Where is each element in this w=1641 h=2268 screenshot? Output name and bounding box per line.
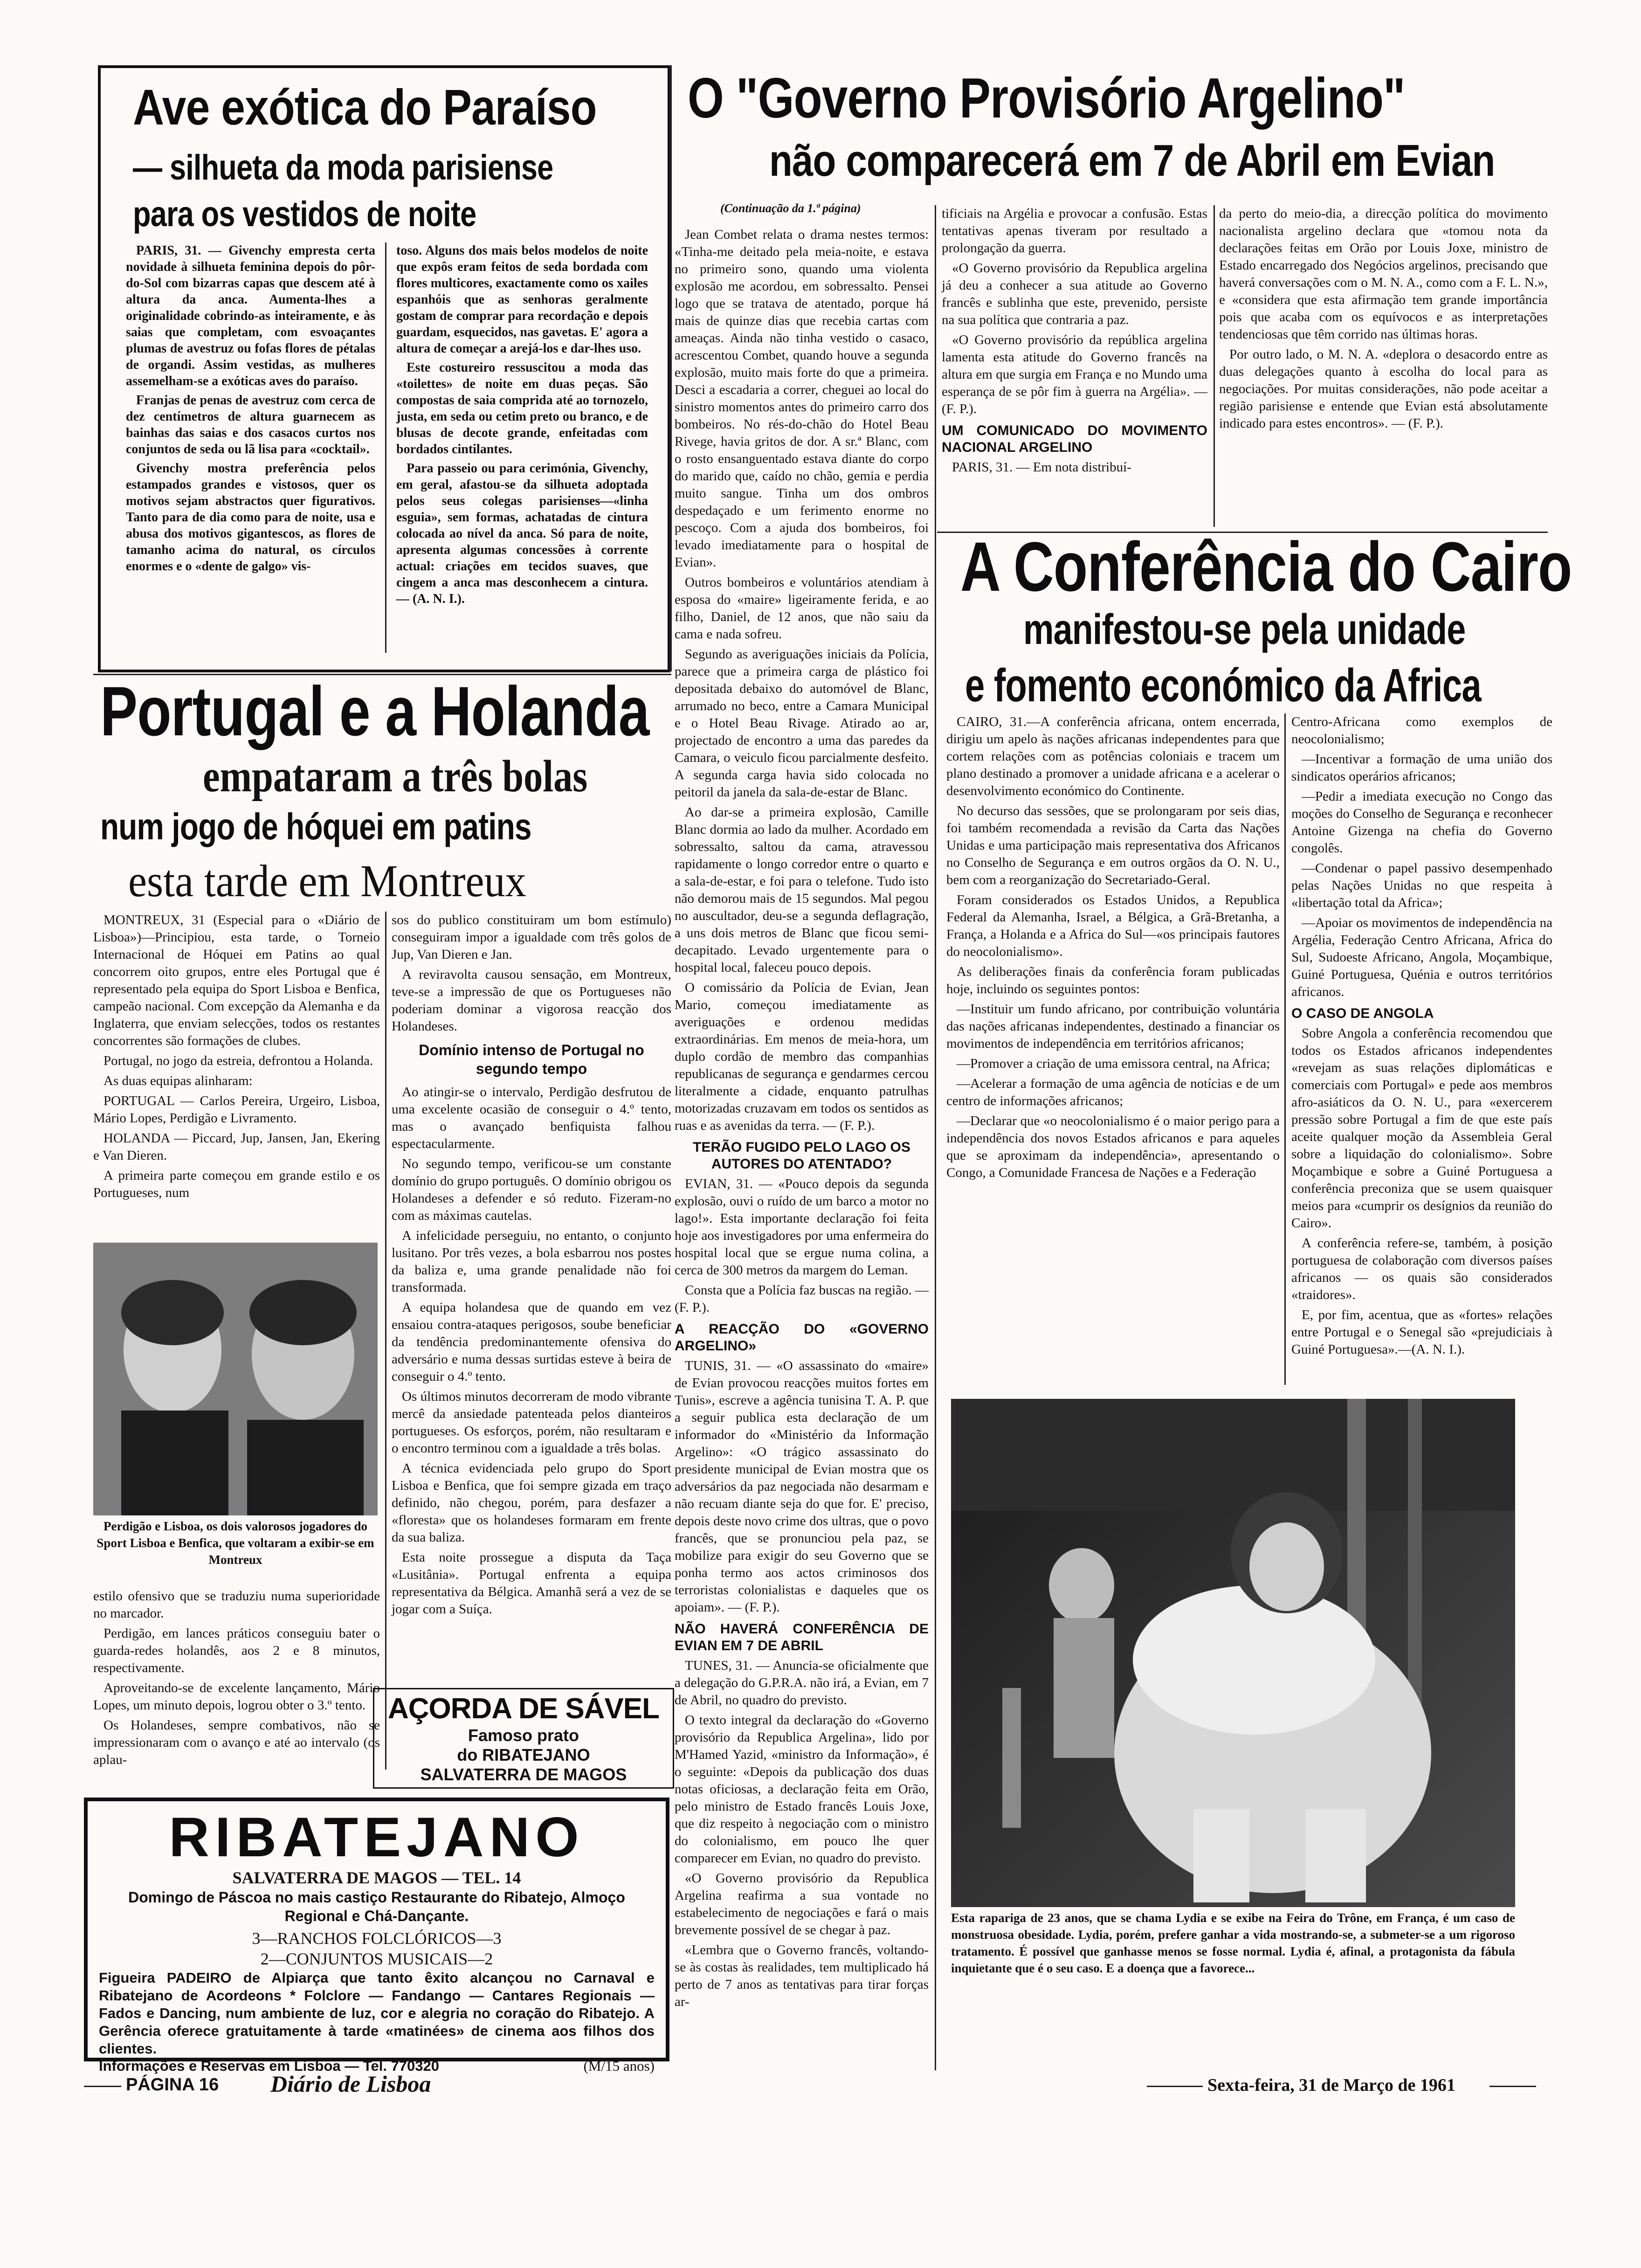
ave-subtitle: — silhueta da moda parisiense para os vestidos de noite [133, 148, 553, 234]
cairo-paragraph: —Declarar que «o neocolonialismo é o maior perigo para a independência dos novos Estados africanos e para aqueles que se aproximam da independência», apresentando o Congo, a Comunidade Francesa de Nações e a Federação [946, 1113, 1280, 1180]
ribatejano-ad-line: 2—CONJUNTOS MUSICAIS—2 [260, 1950, 493, 1968]
hockey-paragraph: Aproveitando-se de excelente lançamento, Mário Lopes, um minuto depois, logrou obter o 3.º tento. [93, 1680, 380, 1713]
cairo-paragraph: —Acelerar a formação de uma agência de notícias e de um centro de informações africanos; [946, 1076, 1280, 1108]
governo-paragraph: «O Governo provisório da Republica Argelina reafirma a sua vontade no estabelecimento de negociações e fará o mais brevemente possível de se chegar à paz. [675, 1871, 929, 1937]
governo-subhead: NÃO HAVERÁ CONFERÊNCIA DE EVIAN EM 7 DE ABRIL [675, 1621, 929, 1653]
hockey-column-1b [93, 1588, 380, 1771]
ribatejano-ad-line: Domingo de Páscoa no mais castiço Restaurante do Ribatejo, Almoço Regional e Chá-Dançante. [128, 1889, 625, 1924]
lydia-caption: Esta rapariga de 23 anos, que se chama Lydia e se exibe na Feira do Trône, em França, é um caso de monstruosa obesidade. Lydia, porém, prefere ganhar a vida mostrando-se, a submeter-se a um rigoroso tratamento. É possível que ganhasse menos se fosse normal. Lydia é, afinal, a protagonista da fábula inquietante que é o seu caso. E a doença que a favorece... [951, 1911, 1515, 1975]
acorda-ad-line: SALVATERRA DE MAGOS [420, 1765, 627, 1784]
footer-rule [84, 2086, 121, 2087]
cairo-title: A Conferência do Cairo [960, 527, 1572, 606]
cairo-paragraph: —Pedir a imediata execução no Congo das moções do Conselho de Segurança e reconhecer Antoine Gizenga na chefia do Governo congolês. [1291, 789, 1552, 856]
cairo-paragraph: Sobre Angola a conferência recomendou que todos os Estados africanos independentes «revejam as suas relações diplomáticas e comerciais com Portugal» e pede aos membros afro-asiáticos da O. N. U., para «exercerem pressão sobre Portugal a fim de que este país aceite qualquer moção da Assembleia Geral sobre a liquidação do colonialismo». Sobre Moçambique e sobre a Guiné Portuguesa a conferência preconiza que se usem quaisquer meios para «cumprir os desígnios da reunião do Cairo». [1291, 1026, 1552, 1231]
ribatejano-ad [84, 1798, 669, 2074]
governo-paragraph: tificiais na Argélia e provocar a confusão. Estas tentativas apenas tiveram por resultado a prolongação da guerra. [942, 206, 1207, 256]
column-rule [1214, 205, 1215, 527]
column-rule [935, 205, 936, 2070]
hockey-paragraph: Os últimos minutos decorreram de modo vibrante mercê da ansiedade patenteada pelos dianteiros portugueses. Os esforços, porém, não resultaram e o encontro terminou com a igualdade a três bolas. [392, 1389, 671, 1456]
hockey-paragraph: A reviravolta causou sensação, em Montreux, teve-se a impressão de que os Portugueses não poderiam dominar a vigorosa reacção dos Holandeses. [392, 967, 671, 1034]
governo-paragraph: TUNES, 31. — Anuncia-se oficialmente que a delegação do G.P.R.A. não irá, a Evian, em 7 de Abril, no quadro do previsto. [675, 1658, 929, 1708]
governo-paragraph: Por outro lado, o M. N. A. «deplora o desacordo entre as duas delegações quanto à escolha do local para as negociações. Por muitas considerações, não pode aceitar a região parisiense e entende que Evian está absolutamente indicado para estes encontros». — (F. P.). [1219, 347, 1548, 431]
governo-subhead: TERÃO FUGIDO PELO LAGO OS AUTORES DO ATENTADO? [693, 1140, 910, 1172]
hockey-paragraph: estilo ofensivo que se traduziu numa superioridade no marcador. [93, 1589, 380, 1621]
governo-paragraph: «O Governo provisório da Republica argelina já deu a conhecer a sua atitude ao Governo francês e sublinha que este, prevenido, persiste na sua política que contraria a paz. [942, 261, 1207, 327]
governo-paragraph: O comissário da Polícia de Evian, Jean Mario, começou imediatamente as averiguações e ordenou medidas extraordinárias. Em menos de meia-hora, um duplo cordão de membro das companhias republicanas de segurança e gendarmes cercou literalmente a cidade, enquanto patrulhas motorizadas cruzavam em todos os sentidos as ruas e as avenidas da terra. — (F. P.). [675, 980, 929, 1133]
cairo-paragraph: CAIRO, 31.—A conferência africana, ontem encerrada, dirigiu um apelo às nações africanas independentes para que cortem relações com as potências coloniais e tracem um plano destinado a promover a unidade africana e a acelerar o desenvolvimento económico do Continente. [946, 714, 1280, 798]
hockey-paragraph: A infelicidade perseguiu, no entanto, o conjunto lusitano. Por três vezes, a bola esbarrou nos postes da baliza e, uma grande penalidade não foi transformada. [392, 1228, 671, 1295]
hockey-title: Portugal e a Holanda [100, 672, 649, 750]
cairo-paragraph: —Promover a criação de uma emissora central, na Africa; [957, 1056, 1270, 1071]
cairo-paragraph: —Instituir um fundo africano, por contribuição voluntária das nações africanas independentes, destinado a financiar os movimentos de independência em territórios africanos; [946, 1002, 1280, 1051]
governo-paragraph: Consta que a Polícia faz buscas na região. — (F. P.). [675, 1283, 929, 1315]
ave-paragraph: toso. Alguns dos mais belos modelos de noite que expôs eram feitos de seda bordada com flores multicores, exactamente como os xailes espanhóis que as senhoras geralmente gostam de comprar para recordação e depois guardam, esquecidos, nas gavetas. E' agora a altura de começar a arejá-los e dar-lhes uso. [396, 243, 648, 356]
hockey-column-2 [392, 912, 671, 1621]
hockey-sub-2: num jogo de hóquei em patins [100, 806, 531, 847]
ave-paragraph: Este costureiro ressuscitou a moda das «toilettes» de noite em duas peças. São compostas de saia comprida até ao tornozelo, justa, em seda ou cetim preto ou branco, e de blusas de decote grande, enfeitadas com bordados cintilantes. [396, 360, 648, 456]
governo-subhead: A REACÇÃO DO «GOVERNO ARGELINO» [675, 1321, 929, 1354]
ribatejano-ad-line: Figueira PADEIRO de Alpiarça que tanto êxito alcançou no Carnaval e Ribatejano de Acordeons * Folclore — Fandango — Cantares Regionais — Fados e Dancing, num ambiente de luz, cor e alegria no coração do Ribatejo. A Gerência oferece gratuitamente à tarde «matinées» de cinema aos filhos dos clientes. [99, 1970, 655, 2057]
governo-paragraph: «Lembra que o Governo francês, voltando-se às costas às realidades, tem multiplicado há perto de 7 anos as tentativas para tirar forças ar- [675, 1943, 929, 2009]
column-rule [385, 242, 386, 653]
governo-paragraph: da perto do meio-dia, a direcção política do movimento nacionalista argelino declara que «tomou nota da declarações feitas em Orão por Louis Joxe, ministro de Estado encarregado dos Negócios argelinos, precisando que haverá conversações com o M. N. A., como com a F. L. N.», e «considera que esta afirmação tem grande importância pois que acaba com os equívocos e as interpretações tendenciosas que têm corrido nas últimas horas. [1219, 206, 1548, 342]
ribatejano-ad-line: 3—RANCHOS FOLCLÓRICOS—3 [252, 1929, 502, 1948]
governo-column-2 [942, 205, 1207, 479]
cairo-subhead: O CASO DE ANGOLA [1291, 1006, 1434, 1021]
cairo-paragraph: E, por fim, acentua, que as «fortes» relações entre Portugal e o Senegal são «prejudiciais à Guiné Portuguesa».—(A. N. I.). [1291, 1307, 1552, 1357]
column-rule [669, 65, 672, 671]
hockey-sub-1: empataram a três bolas [203, 751, 588, 802]
hockey-paragraph: A equipa holandesa que de quando em vez ensaiou contra-ataques perigosos, soube beneficiar da tendência predominantemente ofensiva do adversário e numa dessas surtidas esteve à beira de conseguir o 4.º tento. [392, 1300, 671, 1384]
column-rule [1284, 713, 1286, 1385]
acorda-ad-line: do RIBATEJANO [457, 1745, 590, 1764]
governo-continuation: (Continuação da 1.ª página) [720, 201, 861, 215]
cairo-paragraph: A conferência refere-se, também, à posição portuguesa de colaboração com diversos países africanos — os quais são considerados «traidores». [1291, 1236, 1552, 1302]
governo-paragraph: Ao dar-se a primeira explosão, Camille Blanc dormia ao lado da mulher. Acordado em sobressalto, saltou da cama, atravessou rapidamente o longo corredor entre o quarto e a sala-de-estar, e foi para o telefone. Tudo isto não demorou mais de 15 segundos. Mal pegou no auscultador, deu-se a segunda deflagração, a uns dois metros de Blanc que ficou semi-decapitado. Levado urgentemente para o hospital local, faleceu pouco depois. [675, 805, 929, 975]
governo-paragraph: Outros bombeiros e voluntários atendiam à esposa do «maire» ligeiramente ferida, e ao filho, Daniel, de 12 anos, que não saiu da cama e nada sofreu. [675, 575, 929, 642]
ave-column-1 [126, 242, 375, 577]
footer-rule [1489, 2086, 1536, 2087]
cairo-paragraph: —Incentivar a formação de uma união dos sindicatos operários africanos; [1291, 752, 1552, 784]
ave-paragraph: Franjas de penas de avestruz com cerca de dez centímetros de altura guarnecem as bainhas das saias e dos casacos curtos nos conjuntos de seda ou lã lisa para «cocktail». [126, 393, 375, 456]
ave-paragraph: PARIS, 31. — Givenchy empresta certa novidade à silhueta feminina depois do pôr-do-Sol com bizarras capas que descem até à altura da anca. Aumenta-lhes a originalidade cobrindo-as inteiramente, e às saias que completam, com esvoaçantes plumas de avestruz ou fofas flores de pétalas de organdi. Assim vestidas, as mulheres assemelham-se a exóticas aves do paraíso. [126, 243, 375, 388]
acorda-ad [373, 1688, 674, 1789]
governo-title: O "Governo Provisório Argelino" [688, 66, 1405, 130]
ribatejano-ad-line: SALVATERRA DE MAGOS — TEL. 14 [232, 1868, 521, 1887]
ribatejano-ad-title: RIBATEJANO [169, 1806, 585, 1868]
governo-paragraph: EVIAN, 31. — «Pouco depois da segunda explosão, ouvi o ruído de um barco a motor no lago!». Esta importante declaração foi feita hoje aos investigadores por uma enfermeira do hospital local que se ergue numa colina, a cerca de 300 metros da margem do Leman. [675, 1176, 929, 1278]
hockey-players-photo [93, 1243, 378, 1515]
hockey-sub-3: esta tarde em Montreux [128, 856, 526, 906]
hockey-paragraph: sos do publico constituiram um bom estímulo) conseguiram impor a igualdade com três golos de Jup, Van Dieren e Jan. [392, 913, 671, 962]
cairo-paragraph: No decurso das sessões, que se prolongaram por seis dias, foi também recomendada a revisão da Carta das Nações Unidas e uma participação mais representativa dos Africanos no Conselho de Segurança e em outros orgãos da O. N. U., bem com a reorganização do Secretariado-Geral. [946, 803, 1280, 887]
governo-paragraph: TUNIS, 31. — «O assassinato do «maire» de Evian provocou reacções muitos fortes em Tunis», escreve a agência tunisina T. A. P. que a seguir publica esta declaração de um informador do «Ministério da Informação Argelino»: «O trágico assassinato do presidente municipal de Evian mostra que os adversários da paz negociada não desarmam e não recuam diante seja do que for. E' preciso, depois deste novo crime dos ultras, que o povo francês, que se pronunciou pela paz, se mobilize para exigir do seu Governo que se ponha termo aos actos criminosos dos terroristas colonialistas e daqueles que os apoiam». — (F. P.). [675, 1358, 929, 1615]
governo-paragraph: PARIS, 31. — Em nota distribuí- [952, 460, 1131, 475]
cairo-paragraph: —Condenar o papel passivo desempenhado pelas Nações Unidas no que respeita à «libertação total da Africa»; [1291, 861, 1552, 910]
governo-paragraph: «O Governo provisório da república argelina lamenta esta atitude do Governo francês na altura em que surgia em França e no Mundo uma esperança de se pôr fim à guerra na Argélia». — (F. P.). [942, 332, 1207, 416]
governo-subtitle: não comparecerá em 7 de Abril em Evian [769, 136, 1495, 186]
hockey-paragraph: HOLANDA — Piccard, Jup, Jansen, Jan, Ekering e Van Dieren. [93, 1131, 380, 1163]
footer-rule [1147, 2086, 1203, 2087]
governo-paragraph: Segundo as averiguações iniciais da Polícia, parece que a primeira carga de plástico foi depositada debaixo do automóvel de Blanc, arrumado no beco, entre a Camara Municipal e o Hotel Beau Rivage. Atirado ao ar, projectado de encontro a uma das paredes da Camara, o veiculo ficou parcialmente desfeito. A segunda carga havia sido colocada no peitoril da janela da sala-de-estar de Blanc. [675, 647, 929, 800]
governo-column-1 [675, 226, 929, 2013]
cairo-paragraph: —Apoiar os movimentos de independência na Argélia, Federação Centro Africana, Africa do Sul, Sudoeste Africano, Angola, Moçambique, Guiné Portuguesa, Quénia e outros territórios africanos. [1291, 915, 1552, 999]
hockey-paragraph: Portugal, no jogo da estreia, defrontou a Holanda. [103, 1053, 373, 1068]
governo-column-3 [1219, 205, 1548, 435]
governo-paragraph: Jean Combet relata o drama nestes termos: «Tinha-me deitado pela meia-noite, e estava no primeiro sono, quando uma violenta explosão me acordou, em sobressalto. Pensei logo que se tratava de atentado, porque há mais de quinze dias que recebia cartas com ameaças. Ainda não tinha vestido o casaco, acrescentou Combet, quando houve a segunda explosão, muito mais forte do que a primeira. Desci a escadaria a correr, cheguei ao local do sinistro momentos antes do primeiro carro dos bombeiros. No rés-do-chão do Hotel Beau Rivege, havia gritos de dor. A sr.ª Blanc, com o rosto ensanguentado estava diante do corpo do marido que, caído no chão, gemia e perdia muito sangue. Tinha um dos ombros despedaçado e um ferimento enorme no pescoço. Com a ajuda dos bombeiros, foi levado imediatamente para o hospital de Evian». [675, 227, 929, 570]
acorda-ad-title: AÇORDA DE SÁVEL [387, 1693, 660, 1725]
hockey-paragraph: PORTUGAL — Carlos Pereira, Urgeiro, Lisboa, Mário Lopes, Perdigão e Livramento. [93, 1093, 380, 1126]
hockey-paragraph: Ao atingir-se o intervalo, Perdigão desfrutou de uma excelente ocasião de conseguir o 4.º tento, mas o avançado benfiquista falhou espectacularmente. [392, 1085, 671, 1151]
ave-paragraph: Givenchy mostra preferência pelos estampados grandes e vistosos, quer os motivos sejam abstractos quer figurativos. Tanto para de dia como para de noite, usa e abusa dos motivos gigantescos, as flores de tamanho acima do natural, os círculos enormes e o «dente de galgo» vis- [126, 461, 375, 574]
hockey-subhead: Domínio intenso de Portugal no segundo tempo [419, 1042, 644, 1077]
ribatejano-ad-rating: (M/15 anos) [583, 2058, 655, 2074]
hockey-paragraph: A primeira parte começou em grande estilo e os Portugueses, num [93, 1168, 380, 1200]
governo-paragraph: O texto integral da declaração do «Governo provisório da Republica Argelina», lido por M'Hamed Yazid, «ministro da Informação», é o seguinte: «Depois da publicação dos duas notas oficiosas, a declaração feita em Orão, pelo ministro de Estado francês Louis Joxe, que diz respeito à negociação com o ministro do colonialismo, em pouco lhe quer comparecer em Evian, no quadro do previsto. [675, 1713, 929, 1866]
cairo-paragraph: Centro-Africana como exemplos de neocolonialismo; [1291, 714, 1552, 747]
footer-date: Sexta-feira, 31 de Março de 1961 [1207, 2075, 1455, 2095]
cairo-subtitle-1: manifestou-se pela unidade [1023, 606, 1466, 653]
cairo-subtitle-2: e fomento económico da Africa [965, 659, 1481, 712]
hockey-photo-caption: Perdigão e Lisboa, os dois valorosos jogadores do Sport Lisboa e Benfica, que voltaram a exibir-se em Montreux [97, 1519, 374, 1567]
footer-paper-name: Diário de Lisboa [270, 2071, 431, 2097]
hockey-paragraph: Os Holandeses, sempre combativos, não se impressionaram com o avanço e até ao intervalo (os aplau- [93, 1718, 380, 1767]
hockey-paragraph: A técnica evidenciada pelo grupo do Sport Lisboa e Benfica, que foi sempre gizada em traço definido, não chegou, porém, para desfazer a «floresta» que os holandeses formaram em frente da sua baliza. [392, 1461, 671, 1545]
hockey-paragraph: Perdigão, em lances práticos conseguiu bater o guarda-redes holandês, aos 2 e 8 minutos, respectivamente. [93, 1626, 380, 1675]
hockey-paragraph: Esta noite prossegue a disputa da Taça «Lusitânia». Portugal enfrenta a equipa representativa da Bélgica. Amanhã será a vez de se jogar com a Suíça. [392, 1550, 671, 1617]
hockey-paragraph: No segundo tempo, verificou-se um constante domínio do grupo português. O domínio obrigou os Holandeses a defender e só reduto. Fizeram-no com as máximas cautelas. [392, 1156, 671, 1223]
lydia-photo [951, 1399, 1515, 1907]
cairo-paragraph: Foram considerados os Estados Unidos, a Republica Federal da Alemanha, Israel, a Bélgica, a Grã-Bretanha, a França, a Holanda e a Africa do Sul—«os principais fautores do neocolonialismo». [946, 892, 1280, 959]
ave-paragraph: Para passeio ou para cerimónia, Givenchy, em geral, afastou-se da silhueta adoptada pelos seus colegas parisienses—«linha esguia», sem formas, achatadas de cintura colocada ao nível da anca. Só para de noite, apresenta algumas concessões à corrente actual: criações em tecidos suaves, que cingem a anca mas desconhecem a cintura. — (A. N. I.). [396, 461, 648, 606]
cairo-paragraph: As deliberações finais da conferência foram publicadas hoje, incluindo os seguintes pontos: [946, 964, 1280, 996]
footer-page-number: PÁGINA 16 [126, 2075, 219, 2095]
cairo-column-2 [1291, 713, 1552, 1361]
ribatejano-ad-contact: Informações e Reservas em Lisboa — Tel. 770320 [99, 2058, 440, 2074]
acorda-ad-line: Famoso prato [468, 1726, 579, 1745]
governo-subhead: UM COMUNICADO DO MOVIMENTO NACIONAL ARGELINO [942, 423, 1207, 455]
hockey-paragraph: MONTREUX, 31 (Especial para o «Diário de Lisboa»)—Principiou, esta tarde, o Torneio Internacional de Hóquei em Patins ao qual concorrem oito grupos, entre eles Portugal que é representado pela equipa do Sport Lisboa e Benfica, campeão nacional. Com excepção da Alemanha e da Inglaterra, que enviam selecções, todos os restantes concorrentes são formações de clubes. [93, 913, 380, 1048]
column-rule [385, 912, 386, 1770]
cairo-column-1 [946, 713, 1280, 1184]
hockey-paragraph: As duas equipas alinharam: [103, 1073, 253, 1088]
hockey-column-1 [93, 912, 380, 1204]
ave-column-2 [396, 242, 648, 610]
ave-title: Ave exótica do Paraíso [133, 79, 597, 135]
